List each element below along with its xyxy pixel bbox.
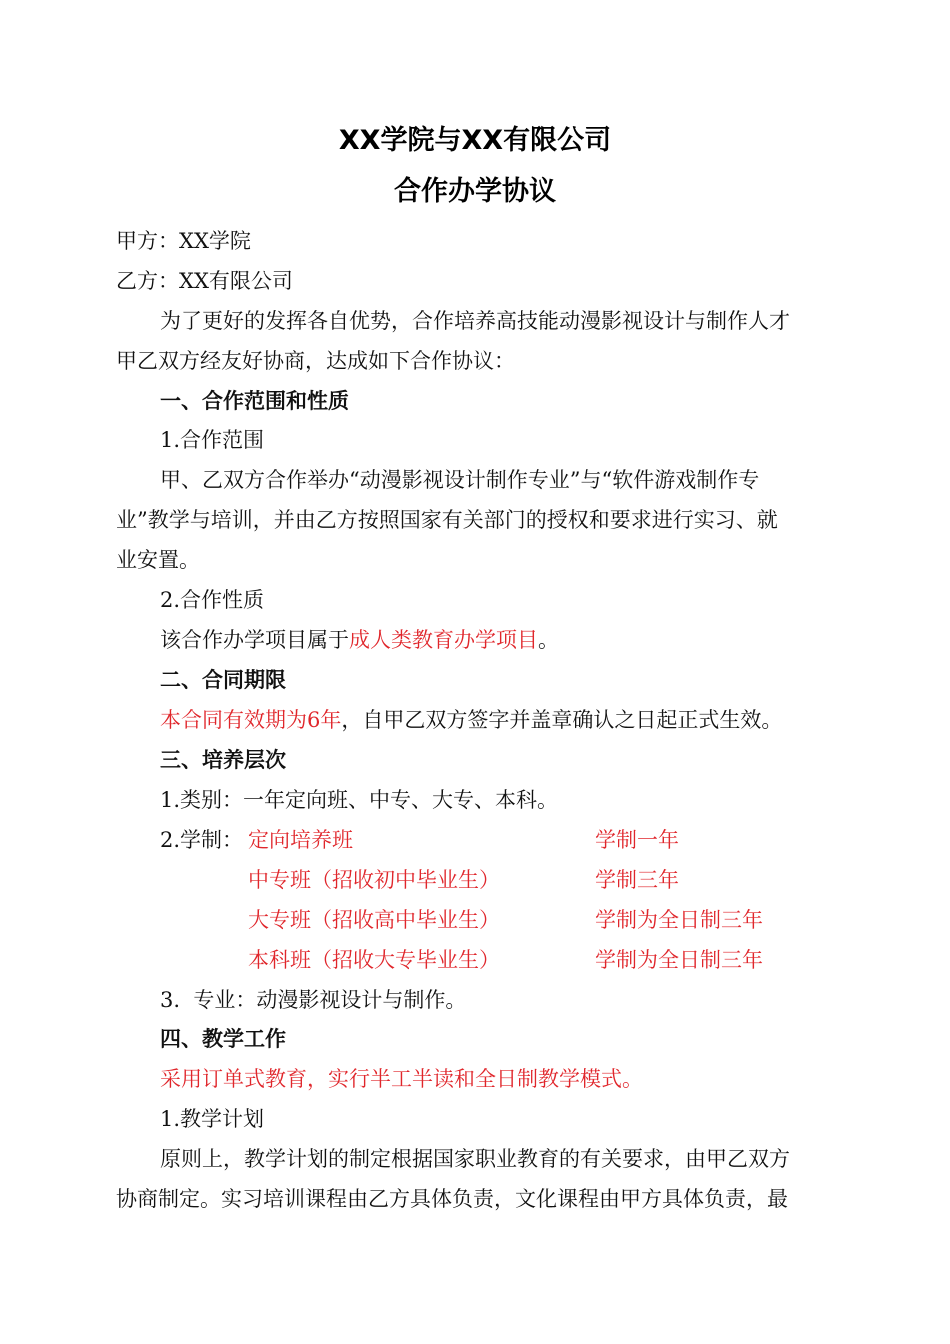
program-duration: 学制为全日制三年 [595, 908, 763, 932]
term-rest: ，自甲乙双方签字并盖章确认之日起正式生效。 [341, 708, 783, 732]
program-class: 本科班（招收大专毕业生） [248, 948, 500, 972]
title-line-1: XX学院与XX有限公司 [338, 125, 612, 156]
section-3-heading: 三、培养层次 [160, 748, 286, 772]
section-1-item-2-label: 2.合作性质 [160, 588, 265, 612]
section-1-heading: 一、合作范围和性质 [160, 389, 349, 413]
program-duration: 学制为全日制三年 [595, 948, 763, 972]
section-2-text [160, 705, 836, 735]
section-4-mode: 采用订单式教育，实行半工半读和全日制教学模式。 [160, 1067, 643, 1091]
section-4-heading: 四、教学工作 [160, 1027, 286, 1051]
item-2-highlight: 成人类教育办学项目 [349, 628, 538, 652]
title-line-2: 合作办学协议 [394, 176, 556, 207]
program-duration: 学制三年 [595, 868, 679, 892]
party-a: 甲方：XX学院 [116, 229, 251, 253]
section-3-major: 3. 专业：动漫影视设计与制作。 [160, 988, 467, 1012]
program-class: 中专班（招收初中毕业生） [248, 868, 500, 892]
section-1-item-1-line-1: 甲、乙双方合作举办“动漫影视设计制作专业”与“软件游戏制作专 [160, 468, 760, 492]
section-1-item-1-line-3: 业安置。 [116, 548, 200, 572]
section-1-item-1-line-2: 业”教学与培训，并由乙方按照国家有关部门的授权和要求进行实习、就 [116, 508, 778, 532]
party-b: 乙方：XX有限公司 [116, 269, 293, 293]
section-1-item-2-text [160, 625, 836, 655]
program-class: 定向培养班 [248, 828, 353, 852]
section-3-system-label: 2.学制： [160, 828, 244, 852]
section-4-item-1-line-2: 协商制定。实习培训课程由乙方具体负责，文化课程由甲方具体负责，最 [116, 1187, 788, 1211]
section-2-heading: 二、合同期限 [160, 668, 286, 692]
intro-line-1: 为了更好的发挥各自优势，合作培养高技能动漫影视设计与制作人才 [160, 309, 790, 333]
section-4-item-1-line-1: 原则上，教学计划的制定根据国家职业教育的有关要求，由甲乙双方 [160, 1147, 790, 1171]
section-4-item-1-label: 1.教学计划 [160, 1107, 265, 1131]
item-2-prefix: 该合作办学项目属于 [160, 628, 349, 652]
item-2-suffix: 。 [538, 628, 559, 652]
program-class: 大专班（招收高中毕业生） [248, 908, 500, 932]
intro-line-2: 甲乙双方经友好协商，达成如下合作协议： [116, 349, 515, 373]
section-3-category: 1.类别：一年定向班、中专、大专、本科。 [160, 788, 559, 812]
section-1-item-1-label: 1.合作范围 [160, 428, 265, 452]
term-highlight: 本合同有效期为6年 [160, 708, 342, 732]
program-duration: 学制一年 [595, 828, 679, 852]
